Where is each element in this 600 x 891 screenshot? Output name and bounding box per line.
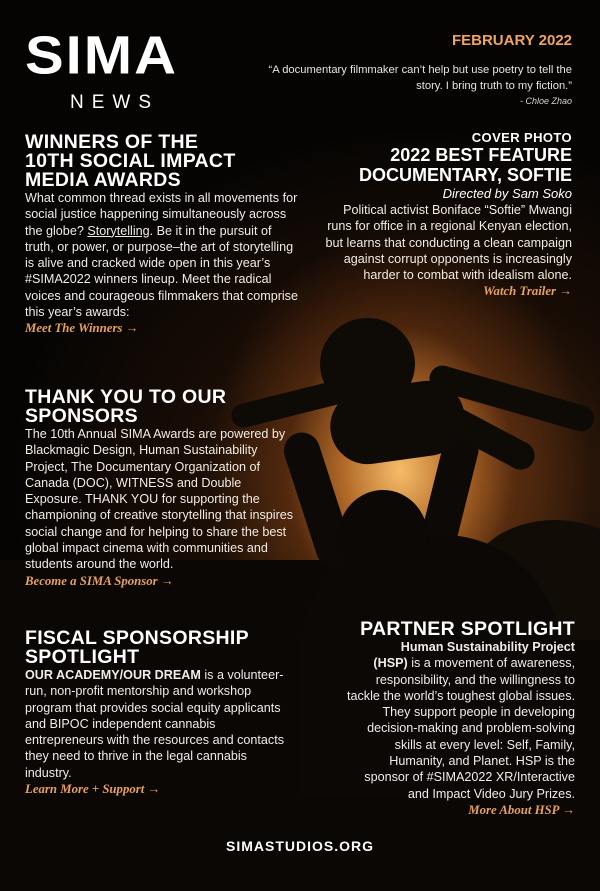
fiscal-sponsorship-section (25, 629, 297, 798)
cover-title-line1: 2022 BEST FEATURE (390, 145, 572, 165)
pull-quote: “A documentary filmmaker can’t help but use poetry to tell the story. I bring truth to my fiction.” (268, 64, 572, 92)
sponsors-heading: THANK YOU TO OUR SPONSORS (25, 386, 227, 427)
winners-heading (25, 133, 300, 190)
fiscal-org-name: OUR ACADEMY/OUR DREAM (25, 668, 201, 682)
partner-body-text: is a movement of awareness, responsibility, and the willingness to tackle the world’s toughest global issues. They support people in developing decision-making and problem-solving skills at every level: Self, Family, Humanity, and Planet. HSP is the sponsor of #SIMA2022 XR/Interactive and Impact Video Jury Prizes. (347, 656, 575, 801)
become-sponsor-link[interactable]: Become a SIMA Sponsor → (25, 573, 174, 588)
sima-logo[interactable]: SIMA (25, 25, 178, 86)
quote-attribution: - Chloe Zhao (519, 96, 572, 106)
fiscal-body-text: is a volunteer-run, non-profit mentorship and workshop program that provides social equity applicants and BIPOC independent cannabis entrepreneurs with the resources and contacts they need to thrive in the legal cannabis industry. (25, 668, 285, 780)
winners-heading-line2: 10TH SOCIAL IMPACT (25, 150, 236, 172)
meet-the-winners-link[interactable]: Meet The Winners → (25, 321, 139, 336)
winners-heading-line1: WINNERS OF THE (25, 131, 199, 153)
cover-photo-section (322, 130, 572, 300)
sponsors-section (25, 388, 300, 590)
winners-body (25, 190, 300, 320)
issue-date: FEBRUARY 2022 (451, 32, 572, 49)
winners-body-intro: What common thread exists in all movements for social justice happening simultaneously across the globe? (25, 191, 298, 238)
fiscal-body (25, 667, 297, 781)
storytelling-link[interactable]: Storytelling (87, 223, 150, 238)
winners-section (25, 133, 300, 337)
news-subtitle: NEWS (70, 92, 159, 113)
cover-title-line2: DOCUMENTARY, SOFTIE (358, 165, 572, 185)
cover-photo-label: COVER PHOTO (471, 130, 572, 145)
partner-org-abbrev: (HSP) (373, 656, 408, 671)
learn-more-support-link[interactable]: Learn More + Support → (25, 782, 161, 797)
more-about-hsp-link[interactable]: More About HSP → (468, 802, 575, 817)
winners-heading-line3: MEDIA AWARDS (25, 169, 181, 191)
cover-director: Directed by Sam Soko (442, 186, 572, 201)
cover-synopsis: Political activist Boniface “Softie” Mwangi runs for office in a regional Kenyan election, but learns that conducting a clean campaign against corrupt opponents is increasingly harder to combat with idealism alone. (325, 203, 572, 283)
fiscal-heading: FISCAL SPONSORSHIP SPOTLIGHT (25, 627, 249, 668)
cover-film-title (322, 145, 572, 185)
partner-body (343, 639, 575, 802)
watch-trailer-link[interactable]: Watch Trailer → (483, 284, 572, 299)
partner-spotlight-section (343, 620, 575, 819)
partner-heading: PARTNER SPOTLIGHT (360, 618, 575, 640)
winners-body-rest: . Be it in the pursuit of truth, or power, or purpose–the art of storytelling is alive and cracked wide open in this year’s #SIMA2022 winners lineup. Meet the radical voices and courageous filmmakers that comprise this year’s awards: (25, 223, 298, 320)
partner-org-name: Human Sustainability Project (400, 640, 575, 654)
footer-website-link[interactable]: SIMASTUDIOS.ORG (225, 838, 374, 854)
sponsors-body: The 10th Annual SIMA Awards are powered by Blackmagic Design, Human Sustainability Project, The Documentary Organization of Canada (DOC), WITNESS and Double Exposure. THANK YOU for supporting the championing of creative storytelling that inspires social change and for helping to share the best global impact cinema with communities and students around the world. (25, 427, 294, 572)
